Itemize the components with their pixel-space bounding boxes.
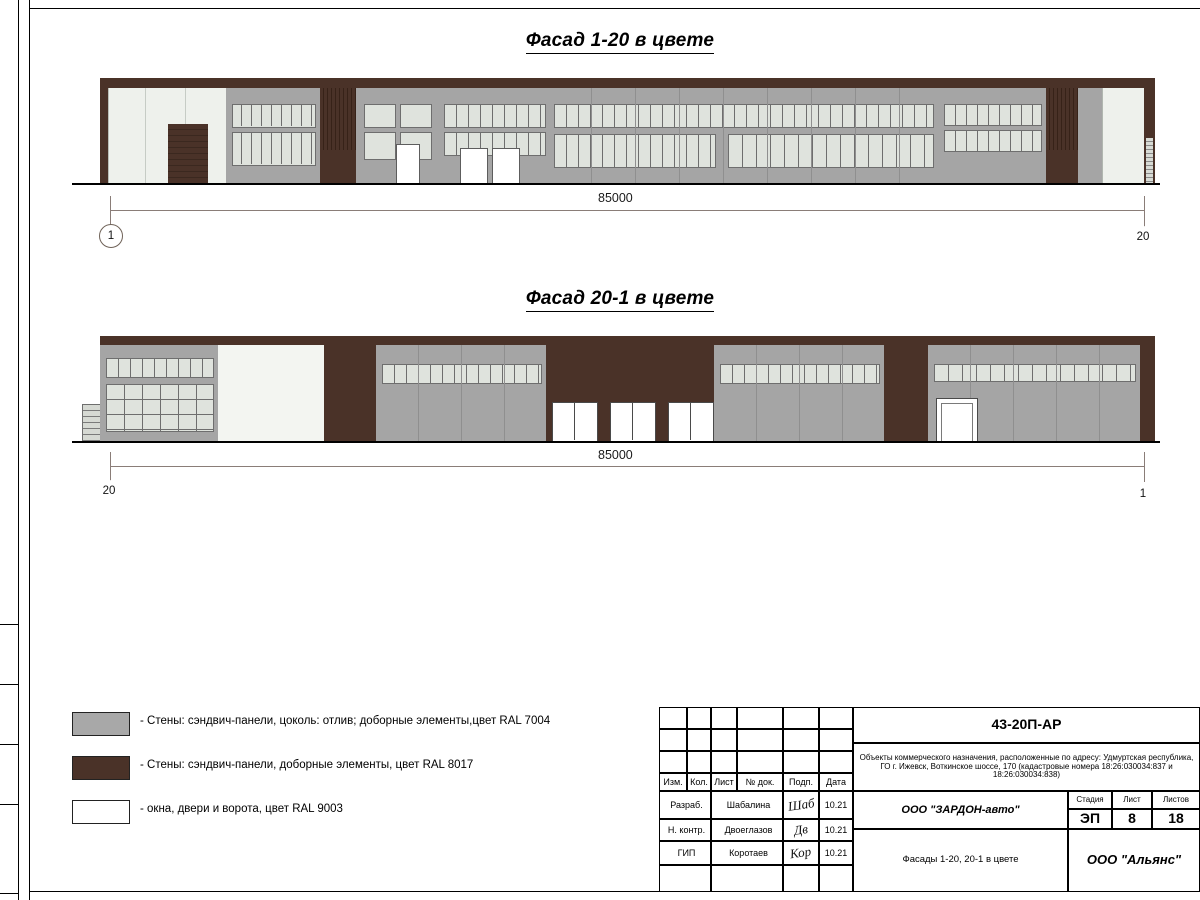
signature-mark: Кор <box>789 843 813 862</box>
margin-box-4 <box>0 804 19 894</box>
sign-razrab <box>783 791 819 819</box>
name-razrab: Шабалина <box>711 791 783 819</box>
materials-legend <box>72 712 632 844</box>
legend-item <box>72 712 632 736</box>
facade2-ground-line <box>72 441 1160 443</box>
rev-cell <box>783 751 819 773</box>
sheets-value: 18 <box>1152 809 1200 829</box>
rev-cell <box>711 751 737 773</box>
date-nkontr: 10.21 <box>819 819 853 841</box>
rev-cell <box>783 707 819 729</box>
role-razrab: Разраб. <box>659 791 711 819</box>
facade1-ground-line <box>72 183 1160 185</box>
rev-cell <box>659 707 687 729</box>
facade2-title: Фасад 20-1 в цвете <box>360 288 880 310</box>
rev-cell <box>737 707 783 729</box>
facade1-dim-line <box>110 210 1145 211</box>
legend-swatch-ral8017 <box>72 756 130 780</box>
legend-label: - Стены: сэндвич-панели, цоколь: отлив; доборные элементы,цвет RAL 7004 <box>140 715 551 727</box>
margin-box-3 <box>0 744 19 806</box>
rev-cell <box>711 865 783 892</box>
rev-cell <box>711 729 737 751</box>
rev-cell <box>783 729 819 751</box>
rev-cell <box>659 751 687 773</box>
legend-swatch-ral7004 <box>72 712 130 736</box>
rev-cell <box>819 707 853 729</box>
facade2-dim-line <box>110 466 1145 467</box>
rev-cell <box>687 707 711 729</box>
rev-cell <box>819 865 853 892</box>
drawing-code: 43-20П-АР <box>853 707 1200 743</box>
date-gip: 10.21 <box>819 841 853 865</box>
sheet-border-inner <box>29 0 30 900</box>
legend-item <box>72 800 632 824</box>
rev-cell <box>783 865 819 892</box>
facade1-dim-value: 85000 <box>598 191 633 205</box>
sheet-value: 8 <box>1112 809 1152 829</box>
sheet-border-top <box>29 8 1200 9</box>
designer-organization: ООО "Альянс" <box>1068 829 1200 892</box>
facade1-elevation <box>100 78 1155 183</box>
customer-name: ООО "ЗАРДОН-авто" <box>853 791 1068 829</box>
facade2-dim-tick-right <box>1144 452 1145 482</box>
sign-nkontr <box>783 819 819 841</box>
rev-cell <box>659 729 687 751</box>
facade1-axis-left: 1 <box>99 224 123 248</box>
facade2-dim-value: 85000 <box>598 448 633 462</box>
rev-header-list: Лист <box>711 773 737 791</box>
rev-cell <box>737 729 783 751</box>
rev-header-izm: Изм. <box>659 773 687 791</box>
object-description: Объекты коммерческого назначения, расположенные по адресу: Удмуртская республика, ГО г. Ижевск, Воткинское шоссе, 170 (кадастровые номера 18:26:030034:837 и 18:26:030034:838) <box>853 743 1200 791</box>
stage-label: Стадия <box>1068 791 1112 809</box>
facade2-axis-left: 20 <box>98 480 120 502</box>
sign-gip <box>783 841 819 865</box>
rev-header-doc: № док. <box>737 773 783 791</box>
rev-cell <box>819 751 853 773</box>
sheet-label: Лист <box>1112 791 1152 809</box>
facade1-dim-tick-right <box>1144 196 1145 228</box>
rev-header-podp: Подп. <box>783 773 819 791</box>
rev-cell <box>737 751 783 773</box>
legend-swatch-ral9003 <box>72 800 130 824</box>
facade2-axis-right: 1 <box>1132 483 1154 505</box>
facade2-dim-tick-left <box>110 452 111 482</box>
rev-cell <box>711 707 737 729</box>
facade2-elevation <box>100 336 1155 441</box>
facade1-axis-right: 20 <box>1132 226 1154 248</box>
signature-mark: Дв <box>792 820 809 838</box>
signature-mark: Шаб <box>786 794 816 814</box>
title-block <box>659 707 1200 892</box>
facade1-title: Фасад 1-20 в цвете <box>360 30 880 52</box>
sheet-name: Фасады 1-20, 20-1 в цвете <box>853 829 1068 892</box>
legend-label: - окна, двери и ворота, цвет RAL 9003 <box>140 803 343 815</box>
rev-header-data: Дата <box>819 773 853 791</box>
legend-label: - Стены: сэндвич-панели, доборные элементы, цвет RAL 8017 <box>140 759 474 771</box>
role-gip: ГИП <box>659 841 711 865</box>
rev-cell <box>687 751 711 773</box>
rev-header-kol: Кол. <box>687 773 711 791</box>
name-nkontr: Двоеглазов <box>711 819 783 841</box>
rev-cell <box>687 729 711 751</box>
sheets-label: Листов <box>1152 791 1200 809</box>
margin-box-1 <box>0 624 19 686</box>
rev-cell <box>659 865 711 892</box>
margin-box-2 <box>0 684 19 746</box>
rev-cell <box>819 729 853 751</box>
stage-value: ЭП <box>1068 809 1112 829</box>
legend-item <box>72 756 632 780</box>
date-razrab: 10.21 <box>819 791 853 819</box>
role-nkontr: Н. контр. <box>659 819 711 841</box>
name-gip: Коротаев <box>711 841 783 865</box>
